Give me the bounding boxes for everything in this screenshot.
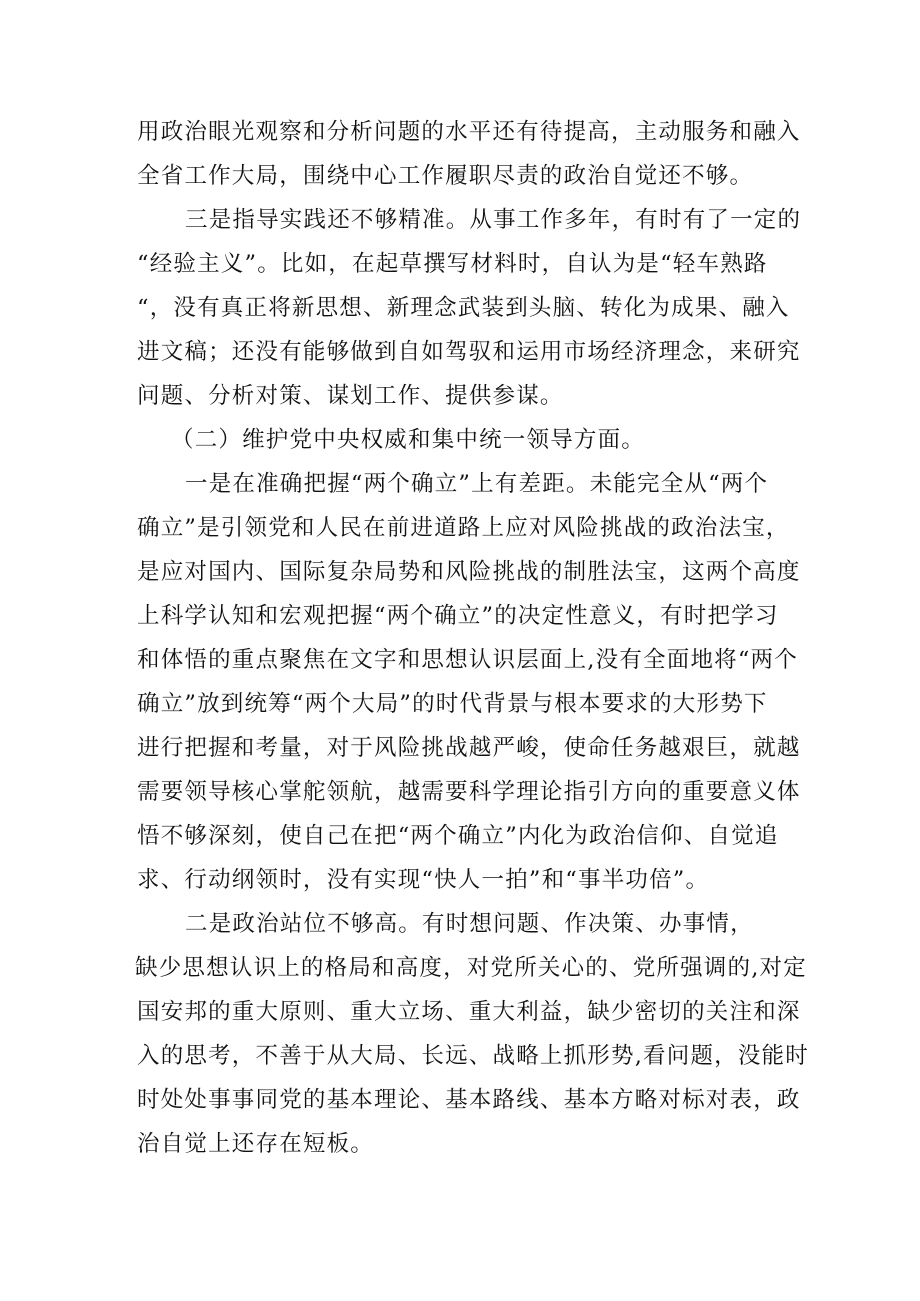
text-line: 时处处事事同党的基本理论、基本路线、基本方略对标对表，政 (137, 1087, 801, 1113)
text-line: 需要领导核心掌舵领航，越需要科学理论指引方向的重要意义体 (137, 779, 801, 805)
text-line: 问题、分析对策、谋划工作、提供参谋。 (137, 383, 564, 409)
text-line: 用政治眼光观察和分析问题的水平还有待提高，主动服务和融入 (137, 119, 801, 145)
text-line: 国安邦的重大原则、重大立场、重大利益，缺少密切的关注和深 (137, 999, 801, 1025)
paragraph-start-line: 一是在准确把握“两个确立”上有差距。未能完全从“两个 (185, 471, 769, 497)
paragraph-start-line: 二是政治站位不够高。有时想问题、作决策、办事情， (185, 911, 754, 937)
text-line: 是应对国内、国际复杂局势和风险挑战的制胜法宝，这两个高度 (137, 559, 801, 585)
text-line: 和体悟的重点聚焦在文字和思想认识层面上,没有全面地将“两个 (137, 647, 798, 673)
text-line: “，没有真正将新思想、新理念武装到头脑、转化为成果、融入 (137, 295, 790, 321)
text-line: 求、行动纲领时，没有实现“快人一拍”和“事半功倍”。 (137, 867, 710, 893)
paragraph-start-line: 三是指导实践还不够精准。从事工作多年，有时有了一定的 (185, 207, 802, 233)
text-line: 全省工作大局，围绕中心工作履职尽责的政治自觉还不够。 (137, 163, 754, 189)
text-line: 悟不够深刻，使自己在把“两个确立”内化为政治信仰、自觉追 (137, 823, 779, 849)
text-line: 进行把握和考量，对于风险挑战越严峻，使命任务越艰巨，就越 (137, 735, 801, 761)
text-line: 确立”放到统筹“两个大局”的时代背景与根本要求的大形势下 (137, 691, 768, 717)
text-line: 进文稿；还没有能够做到自如驾驭和运用市场经济理念，来研究 (137, 339, 801, 365)
text-line: 缺少思想认识上的格局和高度，对党所关心的、党所强调的,对定 (135, 955, 807, 981)
text-line: 确立”是引领党和人民在前进道路上应对风险挑战的政治法宝， (137, 515, 790, 541)
text-line: 入的思考，不善于从大局、长远、战略上抓形势,看问题，没能时 (137, 1043, 809, 1069)
text-line: 上科学认知和宏观把握“两个确立”的决定性意义，有时把学习 (137, 603, 779, 629)
text-line: 治自觉上还存在短板。 (137, 1131, 375, 1157)
text-line: “经验主义”。比如，在起草撰写材料时，自认为是“轻车熟路 (137, 251, 768, 277)
section-heading: （二）维护党中央权威和集中统一领导方面。 (171, 427, 646, 453)
